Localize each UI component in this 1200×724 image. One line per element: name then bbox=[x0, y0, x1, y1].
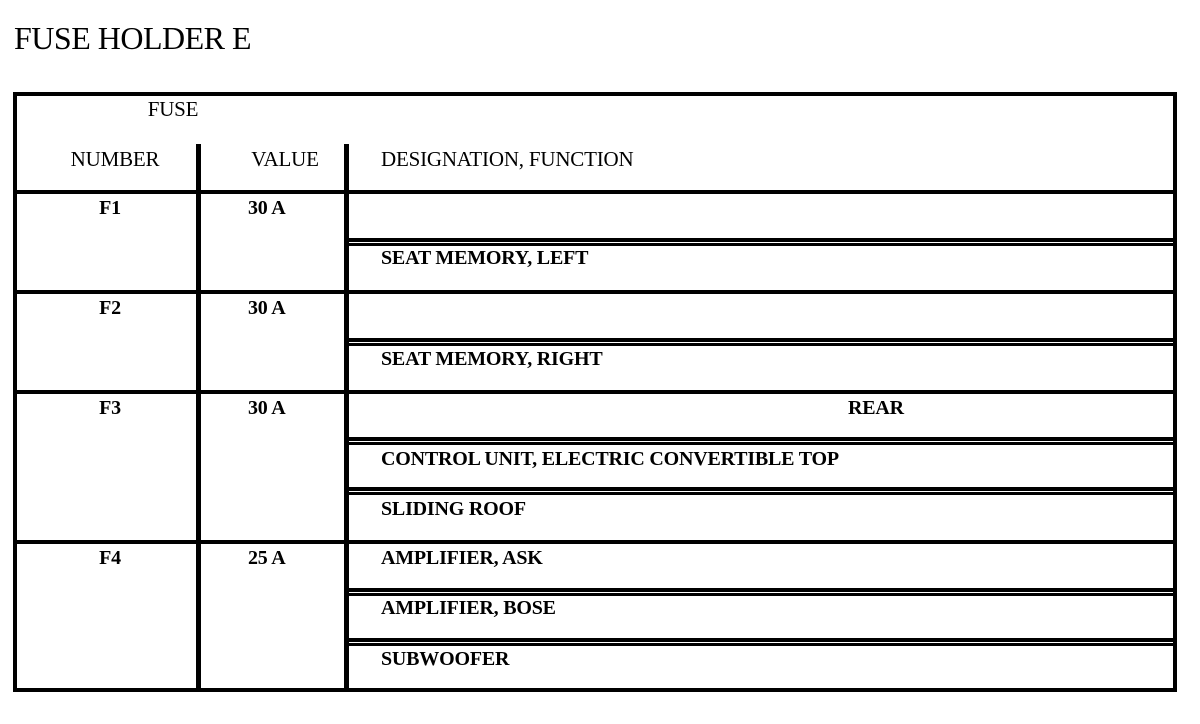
fuse-number: F4 bbox=[99, 547, 121, 569]
page-title: FUSE HOLDER E bbox=[14, 20, 252, 56]
header-fuse: FUSE bbox=[147, 97, 199, 121]
fuse-value: 30 A bbox=[248, 397, 286, 419]
fuse-designation: SEAT MEMORY, LEFT bbox=[381, 247, 589, 269]
header-number: NUMBER bbox=[70, 147, 160, 171]
fuse-value: 30 A bbox=[248, 197, 286, 219]
subrow-separator bbox=[344, 643, 1177, 646]
fuse-designation: SUBWOOFER bbox=[381, 648, 510, 670]
fuse-value: 30 A bbox=[248, 297, 286, 319]
subrow-separator bbox=[344, 638, 1177, 642]
column-divider-number-value bbox=[196, 144, 201, 692]
fuse-number: F2 bbox=[99, 297, 121, 319]
fuse-designation: AMPLIFIER, ASK bbox=[381, 547, 543, 569]
fuse-designation: CONTROL UNIT, ELECTRIC CONVERTIBLE TOP bbox=[381, 448, 839, 470]
fuse-value: 25 A bbox=[248, 547, 286, 569]
header-designation: DESIGNATION, FUNCTION bbox=[381, 147, 634, 171]
fuse-designation: SLIDING ROOF bbox=[381, 498, 526, 520]
group-separator-f3-f4 bbox=[13, 540, 1177, 544]
subrow-separator bbox=[344, 338, 1177, 342]
subrow-separator bbox=[344, 238, 1177, 242]
subrow-separator bbox=[344, 343, 1177, 346]
subrow-separator bbox=[344, 437, 1177, 441]
subrow-separator bbox=[344, 588, 1177, 592]
fuse-number: F3 bbox=[99, 397, 121, 419]
header-separator bbox=[13, 190, 1177, 194]
column-divider-value-designation bbox=[344, 144, 349, 692]
subrow-separator bbox=[344, 492, 1177, 495]
fuse-designation: SEAT MEMORY, RIGHT bbox=[381, 348, 603, 370]
group-separator-f1-f2 bbox=[13, 290, 1177, 294]
fuse-designation: AMPLIFIER, BOSE bbox=[381, 597, 556, 619]
header-value: VALUE bbox=[251, 147, 319, 171]
subrow-separator bbox=[344, 442, 1177, 445]
fuse-designation: REAR bbox=[848, 397, 904, 419]
fuse-number: F1 bbox=[99, 197, 121, 219]
subrow-separator bbox=[344, 487, 1177, 491]
group-separator-f2-f3 bbox=[13, 390, 1177, 394]
